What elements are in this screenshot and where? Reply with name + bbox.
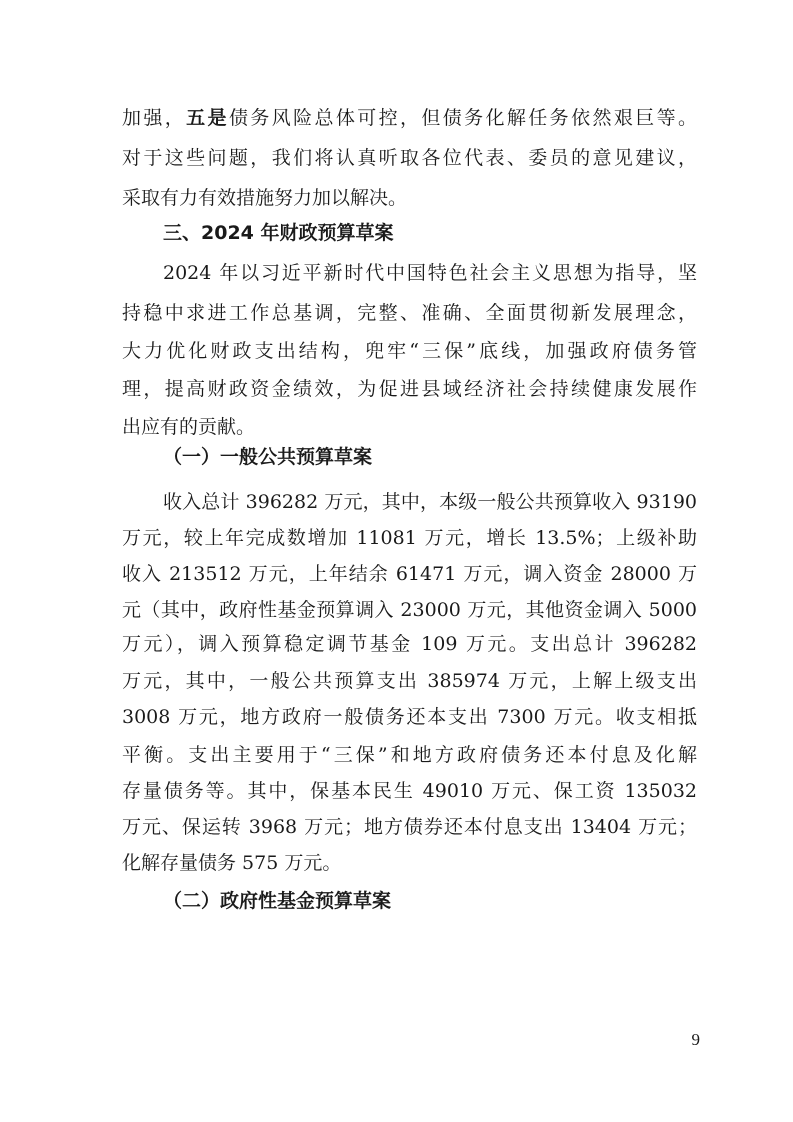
paragraph-line: 对于这些问题，我们将认真听取各位代表、委员的意见建议， [122,147,697,169]
paragraph-line: 理，提高财政资金绩效，为促进县域经济社会持续健康发展作 [122,378,697,400]
paragraph-line: 元（其中，政府性基金预算调入 23000 万元，其他资金调入 5000 [122,599,697,621]
paragraph-line: 采取有力有效措施努力加以解决。 [122,187,408,209]
paragraph-line: 2024 年以习近平新时代中国特色社会主义思想为指导，坚 [163,262,697,284]
paragraph-line: 万元，其中，一般公共预算支出 385974 万元，上解上级支出 [122,670,697,692]
paragraph-line: 万元，较上年完成数增加 11081 万元，增长 13.5%；上级补助 [122,527,697,549]
subsection-heading: （一）一般公共预算草案 [163,446,373,468]
paragraph-line: 化解存量债务 575 万元。 [122,852,342,874]
paragraph-line: 大力优化财政支出结构，兜牢“三保”底线，加强政府债务管 [122,340,697,362]
subsection-heading: （二）政府性基金预算草案 [163,890,392,912]
paragraph-line [122,107,697,129]
paragraph-line: 平衡。支出主要用于“三保”和地方政府债务还本付息及化解 [122,744,697,766]
paragraph-line: 存量债务等。其中，保基本民生 49010 万元、保工资 135032 [122,780,697,802]
text-run: 加强， [122,107,187,129]
paragraph-line: 持稳中求进工作总基调，完整、准确、全面贯彻新发展理念， [122,302,697,324]
section-heading: 三、2024 年财政预算草案 [163,222,394,244]
paragraph-line: 出应有的贡献。 [122,416,256,438]
paragraph-line: 收入 213512 万元，上年结余 61471 万元，调入资金 28000 万 [122,563,697,585]
paragraph-line: 3008 万元，地方政府一般债务还本支出 7300 万元。收支相抵 [122,706,697,728]
page-number: 9 [691,1030,700,1049]
paragraph-line: 收入总计 396282 万元，其中，本级一般公共预算收入 93190 [163,491,697,513]
paragraph-line: 万元、保运转 3968 万元；地方债券还本付息支出 13404 万元； [122,816,697,838]
text-run: 债务风险总体可控，但债务化解任务依然艰巨等。 [228,107,697,129]
emphasis-text: 五是 [186,107,229,129]
paragraph-line: 万元），调入预算稳定调节基金 109 万元。支出总计 396282 [122,633,697,655]
